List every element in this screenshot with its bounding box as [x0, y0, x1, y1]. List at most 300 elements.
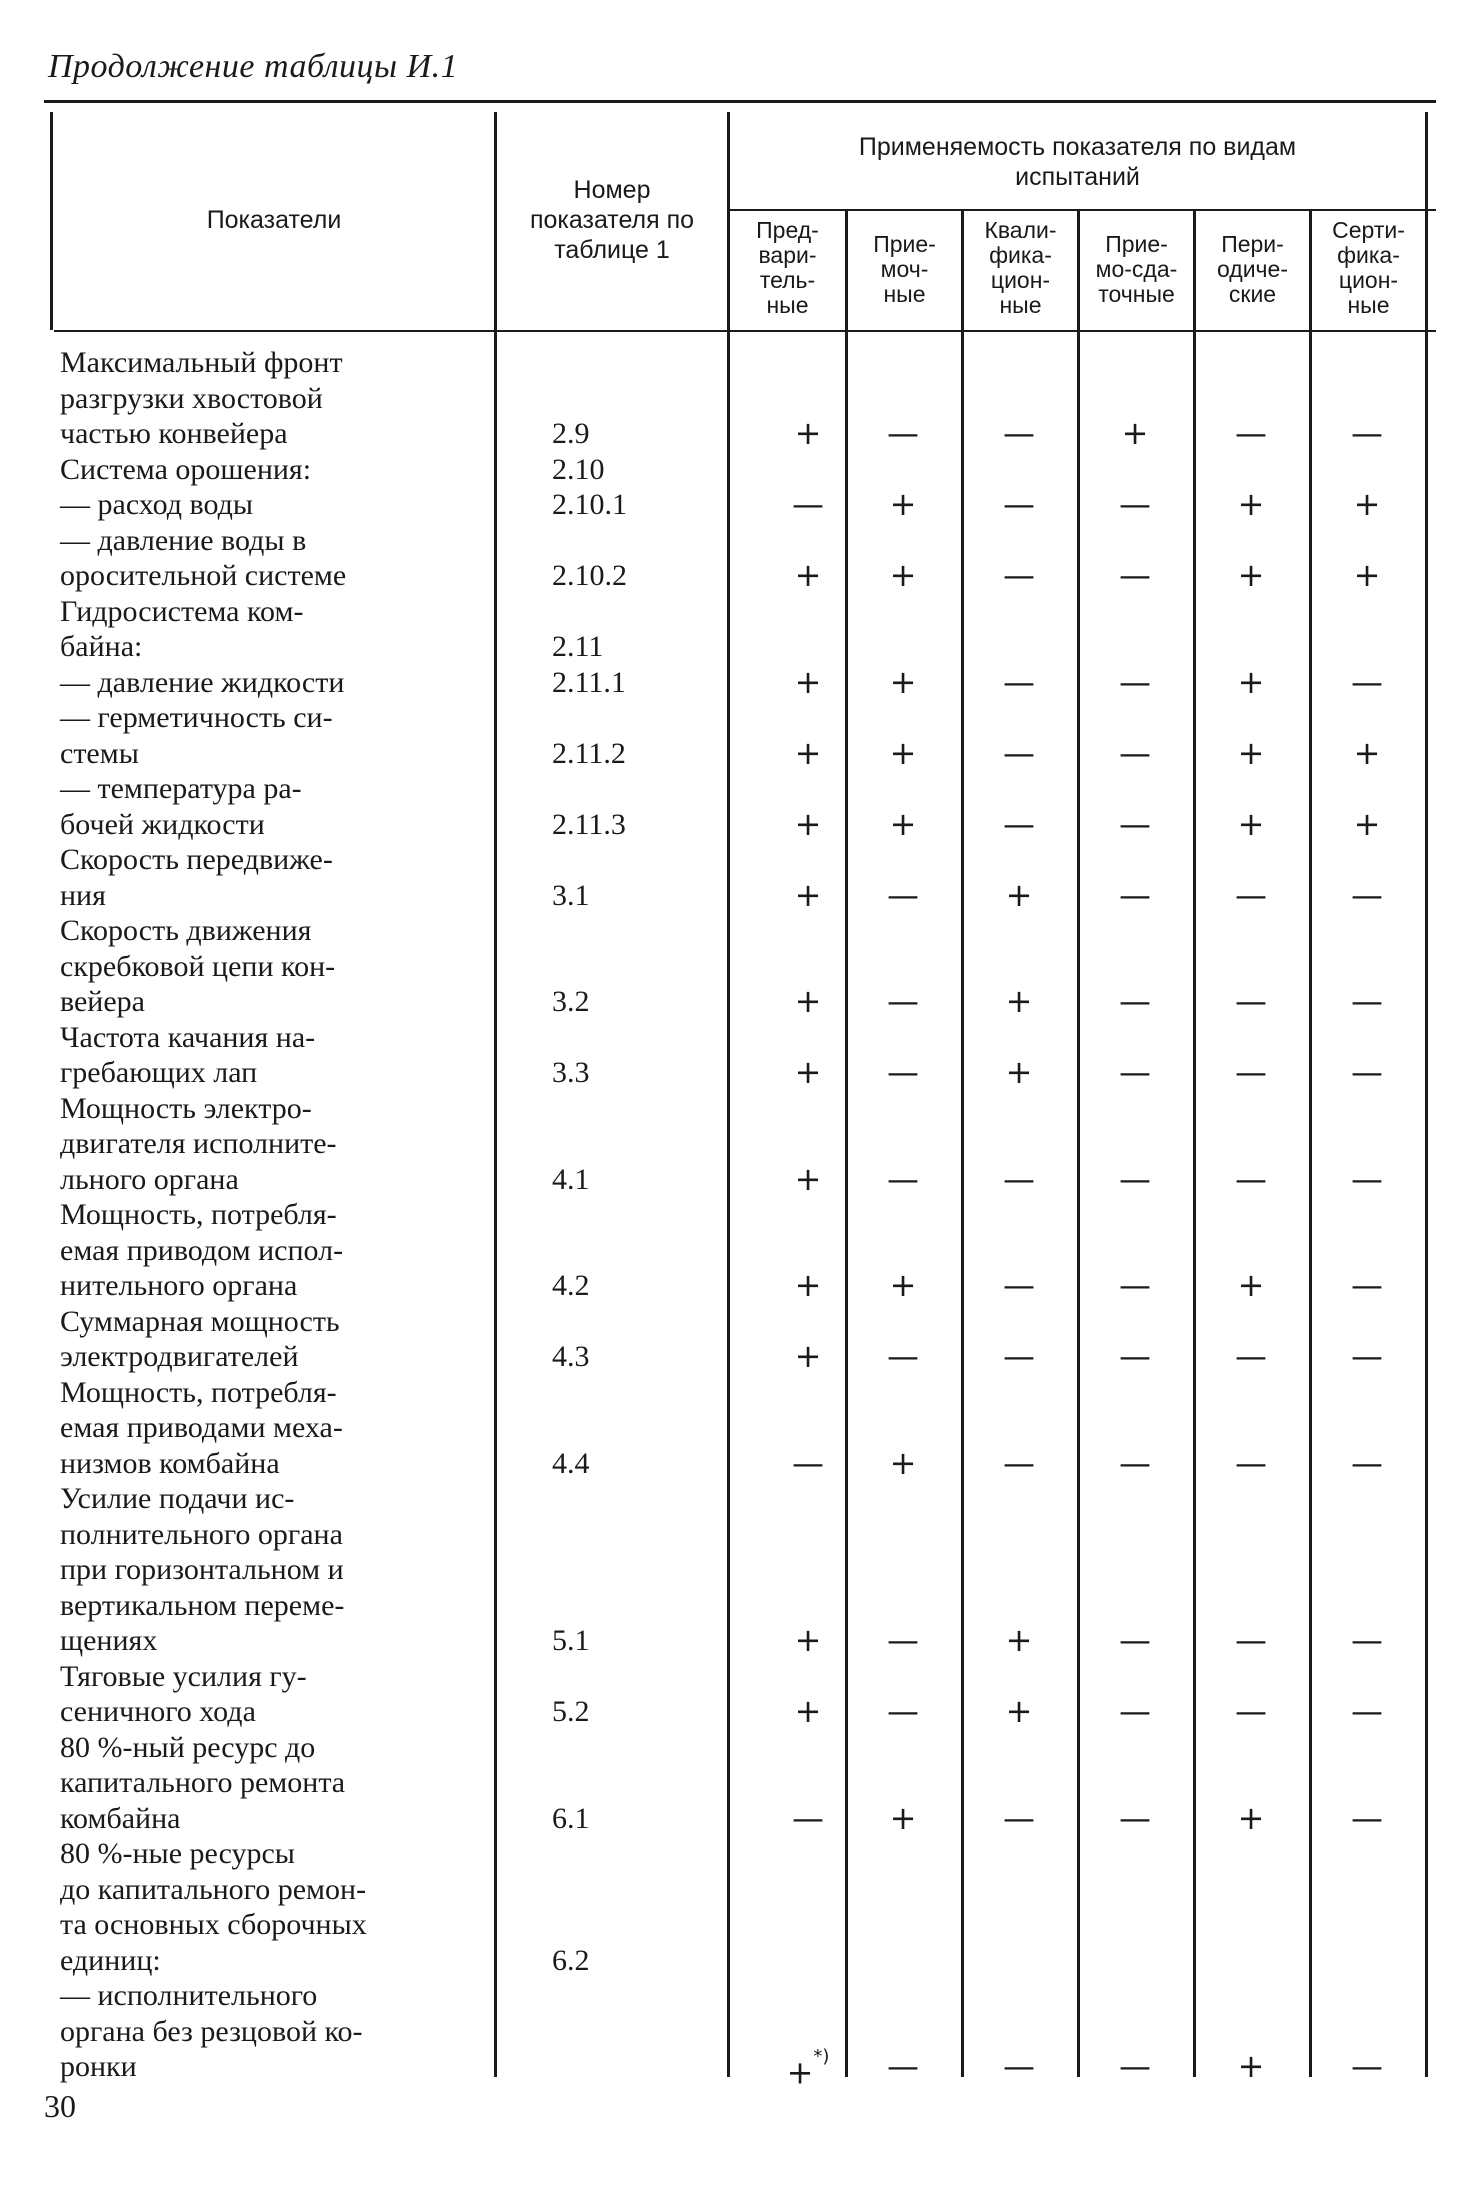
indicator-line: вертикальном переме- — [60, 1588, 345, 1622]
indicator-name — [60, 1978, 492, 2085]
indicator-line: Скорость движения — [60, 914, 312, 947]
not-applicable-mark — [1095, 733, 1175, 772]
indicator-line: — давление воды в — [60, 523, 307, 557]
mark-symbol: + — [794, 556, 822, 594]
mark-symbol: + — [889, 662, 917, 701]
mark-symbol: — — [1235, 1692, 1267, 1730]
header-test-type-line: Квали- — [984, 217, 1057, 243]
mark-symbol: + — [794, 1337, 822, 1375]
indicator-name — [60, 487, 492, 523]
mark-symbol: — — [1351, 1443, 1383, 1482]
not-applicable-mark — [1211, 1694, 1291, 1730]
mark-symbol: — — [792, 1443, 824, 1482]
applicable-mark — [979, 984, 1059, 1020]
indicator-line: Частота качания на- — [60, 1020, 316, 1054]
mark-symbol: + — [786, 2053, 814, 2092]
indicator-number: 2.10 — [552, 452, 605, 486]
mark-symbol: — — [1119, 1621, 1151, 1659]
page-number: 30 — [44, 2088, 76, 2124]
not-applicable-mark — [863, 1623, 943, 1659]
mark-symbol: — — [1119, 1798, 1151, 1837]
indicator-line: Мощность электро- — [60, 1091, 312, 1125]
mark-symbol: — — [1351, 1621, 1383, 1659]
not-applicable-mark — [1327, 1268, 1407, 1304]
indicator-number: 5.1 — [552, 1624, 590, 1657]
applicable-mark — [1095, 416, 1175, 452]
applicable-mark — [1211, 1268, 1291, 1304]
applicable-mark — [863, 1443, 943, 1482]
mark-symbol: — — [1235, 414, 1267, 452]
mark-symbol: — — [887, 1621, 919, 1659]
header-test-type-line: Прие- — [1105, 231, 1168, 257]
not-applicable-mark — [1327, 1798, 1407, 1837]
header-applicability-line: Применяемость показателя по видам — [858, 133, 1297, 161]
applicable-mark — [768, 1623, 848, 1659]
indicator-number: 2.11 — [552, 630, 604, 663]
indicator-line: двигателя исполните- — [60, 1127, 337, 1160]
mark-symbol: — — [1003, 1798, 1035, 1837]
mark-symbol: + — [794, 414, 822, 452]
applicable-mark — [979, 875, 1059, 914]
not-applicable-mark — [1095, 1055, 1175, 1091]
indicator-line: гребающих лап — [60, 1056, 258, 1089]
mark-symbol: — — [1119, 1337, 1151, 1375]
not-applicable-mark — [1327, 1339, 1407, 1375]
indicator-line: 80 %-ный ресурс до — [60, 1730, 316, 1764]
mark-symbol: — — [1351, 1266, 1383, 1304]
indicator-line: до капитального ремон- — [60, 1872, 367, 1906]
mark-symbol: — — [887, 1159, 919, 1198]
header-test-type-line: тель- — [759, 267, 816, 293]
indicator-line: емая приводом испол- — [60, 1233, 344, 1267]
applicable-mark — [768, 662, 848, 701]
indicator-number: 4.3 — [552, 1340, 590, 1373]
indicator-name — [60, 1304, 492, 1375]
not-applicable-mark — [979, 1798, 1059, 1837]
indicator-number: 6.1 — [552, 1801, 590, 1835]
mark-symbol: + — [1005, 1692, 1033, 1730]
mark-symbol: — — [1003, 485, 1035, 523]
not-applicable-mark — [1095, 1339, 1175, 1375]
indicator-line: Мощность, потребля- — [60, 1375, 337, 1409]
not-applicable-mark — [979, 487, 1059, 523]
not-applicable-mark — [863, 1055, 943, 1091]
not-applicable-mark — [1327, 1694, 1407, 1730]
indicator-number: 2.10.2 — [552, 559, 627, 592]
applicable-mark — [768, 1055, 848, 1091]
not-applicable-mark — [1327, 1623, 1407, 1659]
mark-symbol: — — [887, 2047, 919, 2085]
not-applicable-mark — [1211, 875, 1291, 914]
mark-symbol: — — [1003, 804, 1035, 843]
indicator-number: 6.2 — [552, 1943, 590, 1977]
not-applicable-mark — [863, 1159, 943, 1198]
mark-symbol: — — [1003, 1159, 1035, 1198]
indicator-number: 4.2 — [552, 1269, 590, 1302]
mark-symbol: + — [1353, 485, 1381, 523]
indicator-name — [60, 345, 492, 452]
not-applicable-mark — [863, 875, 943, 914]
indicator-name — [60, 1836, 492, 1978]
header-number-line: таблице 1 — [554, 236, 670, 264]
applicable-mark — [768, 558, 848, 594]
applicable-mark — [863, 1268, 943, 1304]
indicator-line: нительного органа — [60, 1269, 298, 1302]
mark-symbol: — — [1119, 556, 1151, 594]
not-applicable-mark — [979, 558, 1059, 594]
indicator-line: щениях — [60, 1624, 158, 1657]
mark-symbol: — — [1351, 2047, 1383, 2085]
indicator-line: вейера — [60, 985, 145, 1018]
mark-symbol: + — [1237, 2047, 1265, 2085]
header-test-type-line: одиче- — [1217, 256, 1288, 282]
indicator-number: 4.1 — [552, 1162, 590, 1196]
mark-symbol: + — [1353, 733, 1381, 772]
not-applicable-mark — [1327, 662, 1407, 701]
applicable-mark — [1327, 558, 1407, 594]
indicator-name — [60, 913, 492, 1020]
indicator-line: Скорость передвиже- — [60, 843, 333, 876]
mark-symbol: — — [1119, 662, 1151, 701]
not-applicable-mark — [1327, 1159, 1407, 1198]
not-applicable-mark — [1327, 875, 1407, 914]
mark-symbol: — — [1003, 2047, 1035, 2085]
indicator-line: Тяговые усилия гу- — [60, 1659, 307, 1693]
mark-symbol: — — [1119, 733, 1151, 772]
indicator-number: 2.9 — [552, 417, 590, 450]
not-applicable-mark — [768, 1798, 848, 1837]
header-test-type-line: фика- — [989, 242, 1052, 268]
indicator-line: Система орошения: — [60, 452, 312, 486]
applicable-mark — [863, 662, 943, 701]
indicator-name — [60, 452, 492, 488]
applicable-mark — [863, 558, 943, 594]
not-applicable-mark — [1327, 416, 1407, 452]
mark-symbol: — — [1003, 1337, 1035, 1375]
indicator-line: ния — [60, 878, 106, 912]
mark-symbol: + — [1005, 1053, 1033, 1091]
indicator-line: льного органа — [60, 1162, 239, 1196]
indicator-line: Гидросистема ком- — [60, 594, 304, 628]
mark-symbol: + — [1237, 1798, 1265, 1837]
indicator-line: единиц: — [60, 1943, 161, 1977]
mark-symbol: — — [1119, 982, 1151, 1020]
not-applicable-mark — [1211, 416, 1291, 452]
mark-symbol: — — [1003, 1266, 1035, 1304]
indicator-line: — расход воды — [60, 488, 254, 521]
header-test-type-line: мо-сда- — [1095, 256, 1178, 282]
mark-symbol: — — [1351, 414, 1383, 452]
not-applicable-mark — [979, 804, 1059, 843]
not-applicable-mark — [979, 1443, 1059, 1482]
indicator-name — [60, 523, 492, 594]
not-applicable-mark — [1095, 1694, 1175, 1730]
header-test-type-line: ные — [999, 292, 1042, 318]
mark-symbol: + — [1121, 414, 1149, 452]
mark-symbol: — — [1351, 982, 1383, 1020]
header-indicators: Показатели — [206, 206, 342, 234]
not-applicable-mark — [979, 2049, 1059, 2085]
not-applicable-mark — [1327, 1443, 1407, 1482]
mark-symbol: + — [794, 875, 822, 914]
applicable-mark — [1211, 662, 1291, 701]
not-applicable-mark — [863, 1694, 943, 1730]
mark-symbol: + — [889, 556, 917, 594]
not-applicable-mark — [1095, 1798, 1175, 1837]
mark-symbol: — — [1351, 662, 1383, 701]
header-test-type-line: фика- — [1337, 242, 1400, 268]
mark-symbol: — — [1235, 1053, 1267, 1091]
mark-symbol: + — [889, 733, 917, 772]
not-applicable-mark — [1211, 1159, 1291, 1198]
applicable-mark — [1327, 804, 1407, 843]
indicator-line: при горизонтальном и — [60, 1553, 344, 1586]
header-test-type-line: Прие- — [873, 231, 936, 257]
mark-symbol: + — [1005, 982, 1033, 1020]
mark-symbol: + — [889, 485, 917, 523]
indicator-line: Мощность, потребля- — [60, 1198, 337, 1231]
applicable-mark — [863, 487, 943, 523]
mark-symbol: — — [1351, 1692, 1383, 1730]
header-test-type-line: ские — [1228, 281, 1277, 307]
not-applicable-mark — [1095, 558, 1175, 594]
not-applicable-mark — [979, 733, 1059, 772]
header-test-type-line: ные — [1347, 292, 1390, 318]
mark-symbol: — — [1235, 1337, 1267, 1375]
applicable-mark — [768, 2046, 848, 2092]
applicable-mark — [768, 416, 848, 452]
mark-symbol: + — [1353, 804, 1381, 843]
header-test-type-line: точные — [1098, 281, 1175, 307]
indicator-line: ронки — [60, 2050, 137, 2083]
applicable-mark — [1211, 558, 1291, 594]
indicator-name — [60, 665, 492, 701]
mark-symbol: — — [1235, 875, 1267, 914]
applicable-mark — [768, 875, 848, 914]
header-number-line: показателя по — [529, 206, 695, 234]
mark-symbol: + — [794, 1621, 822, 1659]
indicator-line: Суммарная мощность — [60, 1304, 340, 1338]
not-applicable-mark — [1095, 1623, 1175, 1659]
indicator-name — [60, 1730, 492, 1837]
mark-symbol: + — [1237, 662, 1265, 701]
indicator-line: — давление жидкости — [60, 665, 345, 699]
indicator-line: — исполнительного — [60, 1979, 318, 2012]
header-test-type-line: вари- — [758, 242, 817, 268]
mark-symbol: + — [794, 1159, 822, 1198]
mark-symbol: + — [794, 804, 822, 843]
indicator-line: стемы — [60, 736, 139, 770]
not-applicable-mark — [1327, 2049, 1407, 2085]
not-applicable-mark — [1095, 1268, 1175, 1304]
not-applicable-mark — [1095, 804, 1175, 843]
mark-symbol: — — [1351, 875, 1383, 914]
applicable-mark — [768, 1268, 848, 1304]
indicator-number: 3.3 — [552, 1056, 590, 1089]
not-applicable-mark — [1211, 984, 1291, 1020]
applicable-mark — [1211, 487, 1291, 523]
mark-symbol: + — [889, 804, 917, 843]
header-test-type-line: моч- — [880, 256, 929, 282]
not-applicable-mark — [979, 662, 1059, 701]
mark-symbol: — — [1351, 1798, 1383, 1837]
mark-symbol: + — [889, 1798, 917, 1837]
indicator-line: Усилие подачи ис- — [60, 1482, 295, 1515]
mark-symbol: — — [1235, 1159, 1267, 1198]
not-applicable-mark — [1211, 1443, 1291, 1482]
indicator-line: органа без резцовой ко- — [60, 2014, 363, 2048]
mark-symbol: + — [794, 733, 822, 772]
not-applicable-mark — [1095, 1159, 1175, 1198]
applicable-mark — [768, 1339, 848, 1375]
not-applicable-mark — [768, 487, 848, 523]
indicator-line: частью конвейера — [60, 417, 288, 450]
applicable-mark — [768, 804, 848, 843]
not-applicable-mark — [979, 1339, 1059, 1375]
not-applicable-mark — [1211, 1055, 1291, 1091]
mark-symbol: + — [1237, 733, 1265, 772]
mark-symbol: — — [1119, 804, 1151, 843]
indicator-line: бочей жидкости — [60, 807, 265, 841]
indicator-name — [60, 1197, 492, 1304]
indicator-number: 3.2 — [552, 985, 590, 1018]
indicator-line: байна: — [60, 630, 143, 663]
not-applicable-mark — [1095, 2049, 1175, 2085]
not-applicable-mark — [979, 416, 1059, 452]
indicator-name — [60, 700, 492, 771]
applicable-mark — [1211, 804, 1291, 843]
indicator-name — [60, 1020, 492, 1091]
applicable-mark — [1211, 1798, 1291, 1837]
mark-symbol: + — [794, 662, 822, 701]
indicator-line: низмов комбайна — [60, 1446, 280, 1480]
indicator-line: комбайна — [60, 1801, 181, 1835]
mark-symbol: — — [1119, 1443, 1151, 1482]
indicator-name — [60, 1481, 492, 1659]
mark-symbol: — — [887, 875, 919, 914]
mark-symbol: + — [794, 982, 822, 1020]
indicator-line: та основных сборочных — [60, 1908, 367, 1941]
mark-symbol: — — [1119, 1053, 1151, 1091]
mark-symbol: — — [1351, 1159, 1383, 1198]
mark-symbol: + — [1237, 1266, 1265, 1304]
indicator-number: 5.2 — [552, 1695, 590, 1728]
mark-symbol: — — [792, 485, 824, 523]
applicable-mark — [863, 1798, 943, 1837]
applicable-mark — [979, 1623, 1059, 1659]
applicable-mark — [768, 1694, 848, 1730]
indicator-line: скребковой цепи кон- — [60, 949, 336, 983]
applicable-mark — [1211, 2049, 1291, 2085]
indicator-line: оросительной системе — [60, 559, 347, 592]
indicator-number: 3.1 — [552, 878, 590, 912]
mark-symbol: — — [1235, 1621, 1267, 1659]
header-test-type-line: ные — [766, 292, 809, 318]
mark-symbol: — — [1235, 982, 1267, 1020]
not-applicable-mark — [863, 416, 943, 452]
not-applicable-mark — [1095, 662, 1175, 701]
mark-symbol: + — [889, 1266, 917, 1304]
mark-symbol: — — [1351, 1053, 1383, 1091]
applicable-mark — [768, 984, 848, 1020]
not-applicable-mark — [863, 984, 943, 1020]
not-applicable-mark — [1211, 1623, 1291, 1659]
indicator-line: капитального ремонта — [60, 1766, 346, 1799]
not-applicable-mark — [1095, 487, 1175, 523]
indicator-name — [60, 594, 492, 665]
mark-symbol: + — [1237, 485, 1265, 523]
indicator-line: сеничного хода — [60, 1695, 256, 1728]
not-applicable-mark — [979, 1159, 1059, 1198]
mark-symbol: — — [887, 982, 919, 1020]
not-applicable-mark — [863, 1339, 943, 1375]
applicable-mark — [1327, 733, 1407, 772]
indicator-number: 2.11.1 — [552, 665, 626, 699]
mark-symbol: + — [794, 1053, 822, 1091]
applicable-mark — [768, 733, 848, 772]
not-applicable-mark — [1095, 875, 1175, 914]
indicator-line: — температура ра- — [60, 772, 302, 805]
not-applicable-mark — [1095, 984, 1175, 1020]
indicator-name — [60, 1659, 492, 1730]
mark-symbol: — — [887, 1053, 919, 1091]
indicator-line: — герметичность си- — [60, 701, 333, 734]
mark-symbol: — — [1119, 1266, 1151, 1304]
mark-symbol: — — [887, 1692, 919, 1730]
mark-symbol: — — [1119, 875, 1151, 914]
mark-symbol: + — [1005, 875, 1033, 914]
header-test-type-line: цион- — [990, 267, 1051, 293]
not-applicable-mark — [768, 1443, 848, 1482]
mark-symbol: — — [1003, 733, 1035, 772]
mark-symbol: + — [1237, 556, 1265, 594]
indicator-number: 2.10.1 — [552, 488, 627, 521]
mark-symbol: — — [887, 414, 919, 452]
indicator-number: 4.4 — [552, 1446, 590, 1480]
applicable-mark — [1327, 487, 1407, 523]
applicable-mark — [979, 1055, 1059, 1091]
mark-symbol: — — [1003, 414, 1035, 452]
indicator-number: 2.11.2 — [552, 736, 626, 770]
mark-symbol: — — [1003, 1443, 1035, 1482]
indicator-name — [60, 1091, 492, 1198]
applicable-mark — [1211, 733, 1291, 772]
indicator-line: полнительного органа — [60, 1517, 343, 1551]
mark-symbol: + — [1005, 1621, 1033, 1659]
mark-symbol: — — [1003, 556, 1035, 594]
indicator-name — [60, 842, 492, 913]
mark-symbol: — — [792, 1798, 824, 1837]
header-test-type-line: Серти- — [1332, 217, 1405, 243]
indicator-name — [60, 771, 492, 842]
mark-symbol: — — [1119, 1692, 1151, 1730]
indicator-line: Максимальный фронт — [60, 346, 343, 379]
footnote-marker: *) — [813, 2046, 830, 2067]
mark-symbol: — — [887, 1337, 919, 1375]
not-applicable-mark — [1211, 1339, 1291, 1375]
not-applicable-mark — [1327, 1055, 1407, 1091]
indicator-name — [60, 1375, 492, 1482]
not-applicable-mark — [1327, 984, 1407, 1020]
mark-symbol: + — [1237, 804, 1265, 843]
applicable-mark — [863, 733, 943, 772]
mark-symbol: — — [1119, 2047, 1151, 2085]
applicable-mark — [768, 1159, 848, 1198]
header-test-type-line: Пред- — [756, 217, 819, 243]
not-applicable-mark — [979, 1268, 1059, 1304]
not-applicable-mark — [1095, 1443, 1175, 1482]
mark-symbol: — — [1003, 662, 1035, 701]
